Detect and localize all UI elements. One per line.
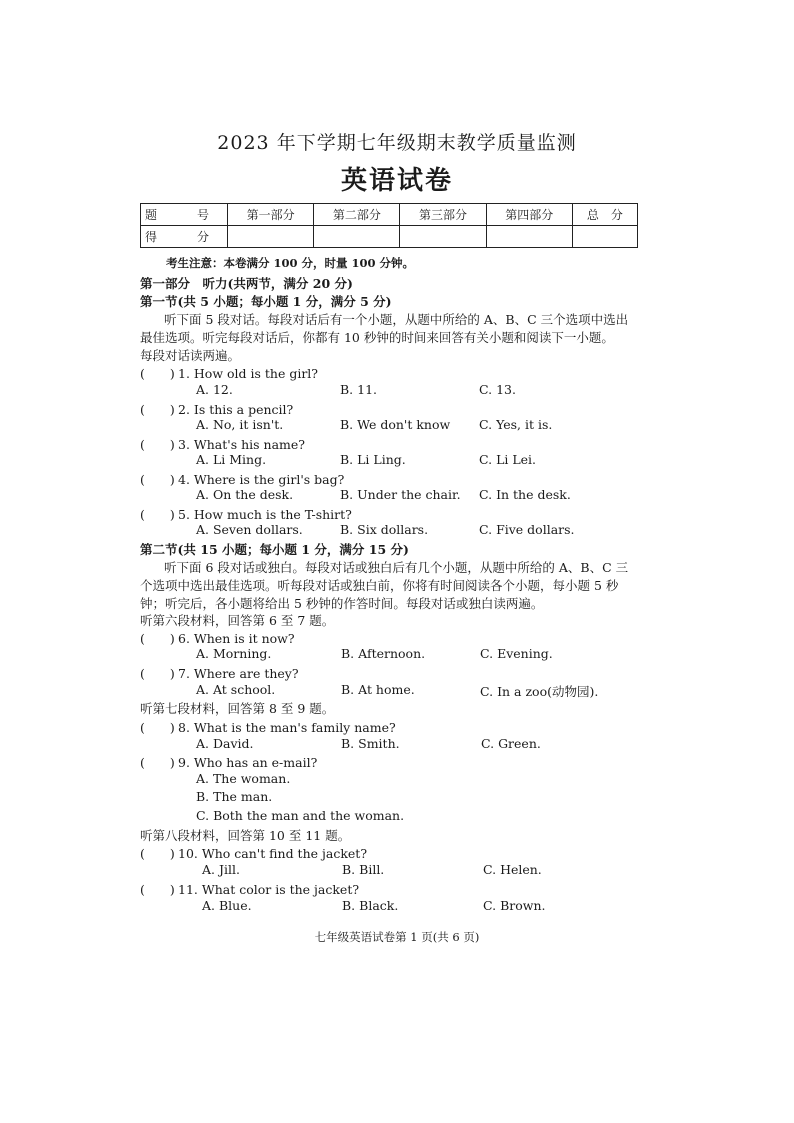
question-stem: 6. When is it now? — [178, 631, 295, 646]
question-7 — [140, 664, 299, 682]
q4-option-b: B. Under the chair. — [340, 487, 461, 502]
score-table — [140, 203, 638, 248]
q5-option-c: C. Five dollars. — [479, 522, 575, 537]
answer-blank[interactable]: ( ) — [140, 507, 175, 522]
q3-option-c: C. Li Lei. — [479, 452, 537, 467]
section1-intro-line2: 最佳选项。听完每段对话后，你都有 10 秒钟的时间来回答有关小题和阅读下一小题。 — [140, 330, 614, 345]
answer-blank[interactable]: ( ) — [140, 631, 175, 646]
q2-option-a: A. No, it isn't. — [196, 417, 284, 432]
question-10 — [140, 844, 367, 862]
question-8 — [140, 718, 396, 736]
q6-option-a: A. Morning. — [196, 646, 272, 661]
question-stem: 7. Where are they? — [178, 666, 299, 681]
answer-blank[interactable]: ( ) — [140, 720, 175, 735]
q5-option-b: B. Six dollars. — [340, 522, 429, 537]
material-6-instruction: 听第六段材料，回答第 6 至 7 题。 — [140, 613, 335, 628]
exam-note: 考生注意：本卷满分 100 分，时量 100 分钟。 — [166, 256, 415, 270]
q8-option-b: B. Smith. — [341, 736, 400, 751]
question-stem: 8. What is the man's family name? — [178, 720, 396, 735]
answer-blank[interactable]: ( ) — [140, 666, 175, 681]
question-1 — [140, 364, 318, 382]
q8-option-c: C. Green. — [481, 736, 541, 751]
question-3 — [140, 435, 305, 453]
q10-option-a: A. Jill. — [202, 862, 240, 877]
q1-option-c: C. 13. — [479, 382, 516, 397]
q9-option-c: C. Both the man and the woman. — [196, 808, 405, 823]
q10-option-b: B. Bill. — [342, 862, 385, 877]
q7-option-b: B. At home. — [341, 682, 415, 697]
score-header-label: 题 号 — [141, 204, 228, 226]
page-footer: 七年级英语试卷第 1 页(共 6 页) — [314, 930, 480, 944]
score-header-part4: 第四部分 — [486, 204, 572, 226]
question-stem: 10. Who can't find the jacket? — [178, 846, 368, 861]
question-stem: 3. What's his name? — [178, 437, 305, 452]
score-header-part3: 第三部分 — [400, 204, 486, 226]
score-cell-part3[interactable] — [400, 226, 486, 248]
section1-title: 第一节(共 5 小题；每小题 1 分，满分 5 分) — [140, 294, 392, 309]
score-row-label: 得 分 — [141, 226, 228, 248]
q2-option-c: C. Yes, it is. — [479, 417, 553, 432]
question-stem: 11. What color is the jacket? — [178, 882, 360, 897]
q8-option-a: A. David. — [196, 736, 254, 751]
question-5 — [140, 505, 352, 523]
q11-option-c: C. Brown. — [483, 898, 546, 913]
section2-intro-line1: 听下面 6 段对话或独白。每段对话或独白后有几个小题，从题中所给的 A、B、C 三 — [164, 560, 629, 575]
q1-option-a: A. 12. — [196, 382, 233, 397]
q2-option-b: B. We don't know — [340, 417, 451, 432]
answer-blank[interactable]: ( ) — [140, 472, 175, 487]
score-table-score-row — [141, 226, 638, 248]
answer-blank[interactable]: ( ) — [140, 882, 175, 897]
paper-title: 英语试卷 — [340, 166, 453, 196]
q6-option-c: C. Evening. — [480, 646, 553, 661]
q11-option-b: B. Black. — [342, 898, 399, 913]
question-stem: 9. Who has an e-mail? — [178, 755, 318, 770]
score-cell-total[interactable] — [572, 226, 637, 248]
exam-title: 2023 年下学期七年级期末教学质量监测 — [217, 132, 577, 154]
q4-option-a: A. On the desk. — [196, 487, 294, 502]
score-header-total: 总 分 — [572, 204, 637, 226]
question-2 — [140, 400, 293, 418]
section2-intro-line2: 个选项中选出最佳选项。听每段对话或独白前，你将有时间阅读各个小题，每小题 5 秒 — [140, 578, 619, 593]
score-cell-part2[interactable] — [314, 226, 400, 248]
q9-option-a: A. The woman. — [196, 771, 291, 786]
score-header-part2: 第二部分 — [314, 204, 400, 226]
score-table-header-row — [141, 204, 638, 226]
q6-option-b: B. Afternoon. — [341, 646, 426, 661]
answer-blank[interactable]: ( ) — [140, 366, 175, 381]
question-stem: 1. How old is the girl? — [178, 366, 319, 381]
question-4 — [140, 470, 344, 488]
q3-option-b: B. Li Ling. — [340, 452, 406, 467]
section2-intro-line3: 钟；听完后，各小题将给出 5 秒钟的作答时间。每段对话或独白读两遍。 — [140, 596, 544, 611]
q4-option-c: C. In the desk. — [479, 487, 571, 502]
question-stem: 2. Is this a pencil? — [178, 402, 294, 417]
q9-option-b: B. The man. — [196, 789, 273, 804]
q10-option-c: C. Helen. — [483, 862, 542, 877]
section1-intro-line3: 每段对话读两遍。 — [140, 348, 241, 363]
question-6 — [140, 629, 295, 647]
score-header-part1: 第一部分 — [228, 204, 314, 226]
q5-option-a: A. Seven dollars. — [196, 522, 303, 537]
q7-option-a: A. At school. — [196, 682, 276, 697]
section1-intro-line1: 听下面 5 段对话。每段对话后有一个小题，从题中所给的 A、B、C 三个选项中选出 — [164, 312, 629, 327]
section2-title: 第二节(共 15 小题；每小题 1 分，满分 15 分) — [140, 542, 409, 557]
score-cell-part1[interactable] — [228, 226, 314, 248]
answer-blank[interactable]: ( ) — [140, 437, 175, 452]
question-stem: 4. Where is the girl's bag? — [178, 472, 345, 487]
q11-option-a: A. Blue. — [202, 898, 252, 913]
question-9 — [140, 753, 317, 771]
score-cell-part4[interactable] — [486, 226, 572, 248]
question-11 — [140, 880, 359, 898]
answer-blank[interactable]: ( ) — [140, 846, 175, 861]
q1-option-b: B. 11. — [340, 382, 378, 397]
answer-blank[interactable]: ( ) — [140, 755, 175, 770]
part1-title: 第一部分 听力(共两节，满分 20 分) — [140, 276, 353, 291]
q7-option-c: C. In a zoo(动物园). — [480, 684, 599, 699]
q3-option-a: A. Li Ming. — [196, 452, 267, 467]
question-stem: 5. How much is the T-shirt? — [178, 507, 352, 522]
answer-blank[interactable]: ( ) — [140, 402, 175, 417]
material-8-instruction: 听第八段材料，回答第 10 至 11 题。 — [140, 828, 351, 843]
material-7-instruction: 听第七段材料，回答第 8 至 9 题。 — [140, 701, 335, 716]
